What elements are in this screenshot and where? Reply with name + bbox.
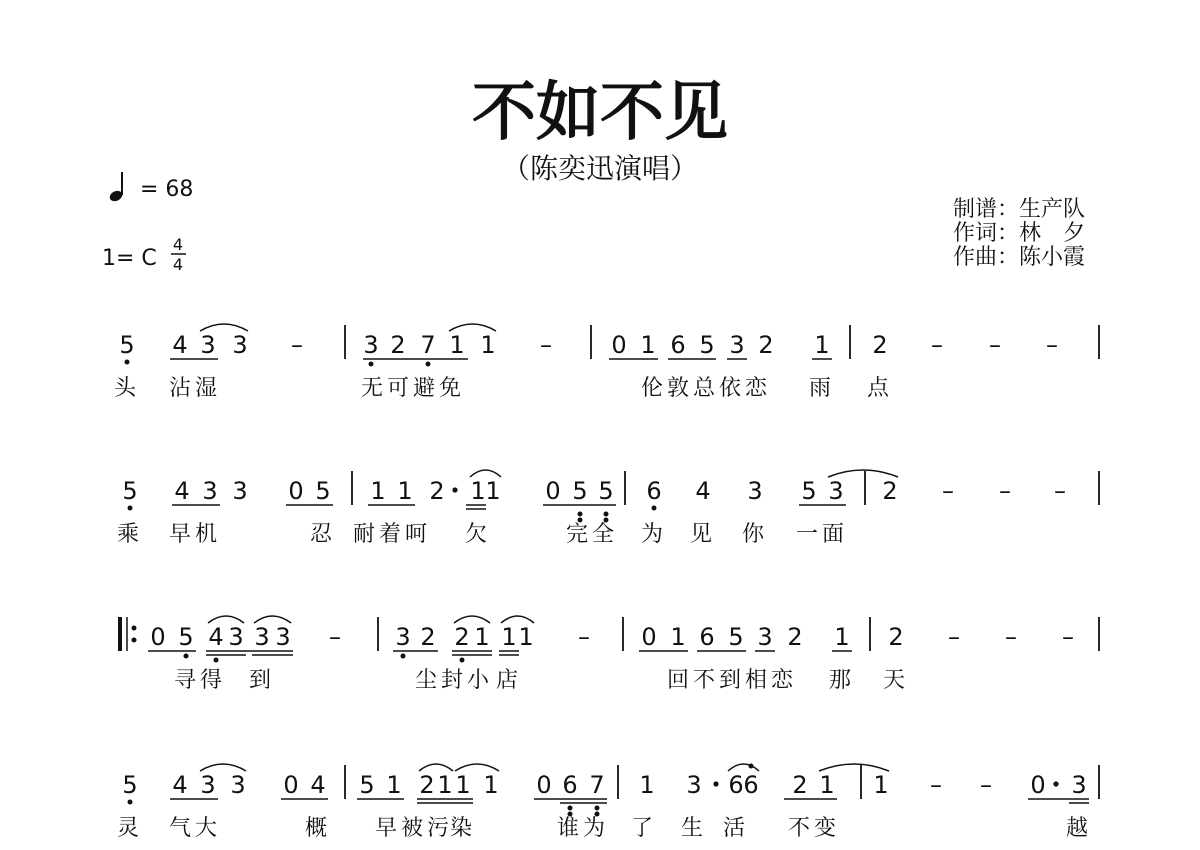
note: 5 bbox=[699, 331, 715, 359]
note: 5 bbox=[178, 623, 194, 651]
time-signature-bottom: 4 bbox=[172, 255, 184, 274]
lyric: 雨 bbox=[808, 376, 836, 401]
time-signature-top: 4 bbox=[172, 235, 184, 254]
note: 3 bbox=[202, 477, 218, 505]
note: 2 bbox=[429, 477, 445, 505]
note: 5 bbox=[119, 331, 135, 359]
tie-arc bbox=[200, 324, 248, 331]
note: 0 bbox=[283, 771, 299, 799]
note: 1 bbox=[474, 623, 490, 651]
note: 3 bbox=[200, 331, 216, 359]
note: 1 bbox=[640, 331, 656, 359]
lyric: 寻得 bbox=[173, 668, 227, 693]
lyric: 头 bbox=[113, 376, 141, 401]
lyric: 点 bbox=[866, 376, 894, 401]
extension-dash: – bbox=[930, 771, 942, 799]
augmentation-dot bbox=[1053, 781, 1058, 786]
low-octave-dot bbox=[604, 512, 609, 517]
note: 7 bbox=[420, 331, 436, 359]
tie-arc bbox=[449, 324, 496, 331]
note: 3 bbox=[828, 477, 844, 505]
lyric: 谁为 bbox=[556, 816, 610, 841]
note: 3 bbox=[757, 623, 773, 651]
extension-dash: – bbox=[989, 331, 1001, 359]
note: 6 bbox=[646, 477, 662, 505]
tie-arc bbox=[728, 764, 759, 771]
low-octave-dot bbox=[460, 658, 465, 663]
lyric: 不变 bbox=[787, 816, 841, 841]
note: 3 bbox=[232, 477, 248, 505]
note: 4 bbox=[172, 331, 188, 359]
note: 3 bbox=[1071, 771, 1087, 799]
extension-dash: – bbox=[1005, 623, 1017, 651]
note: 4 bbox=[695, 477, 711, 505]
note: 2 bbox=[787, 623, 803, 651]
song-subtitle: （陈奕迅演唱） bbox=[501, 152, 699, 185]
note: 4 bbox=[172, 771, 188, 799]
low-octave-dot bbox=[568, 806, 573, 811]
note: 5 bbox=[598, 477, 614, 505]
lyric: 生 bbox=[680, 816, 708, 841]
lyric: 为 bbox=[640, 522, 668, 547]
lyric: 忍 bbox=[309, 522, 337, 547]
lyric: 乘 bbox=[116, 522, 144, 547]
note: 6 bbox=[670, 331, 686, 359]
note: 3 bbox=[200, 771, 216, 799]
note: 1 bbox=[397, 477, 413, 505]
note: 1 bbox=[639, 771, 655, 799]
note: 2 bbox=[390, 331, 406, 359]
quarter-note-icon bbox=[108, 172, 124, 203]
lyric: 耐着呵 bbox=[352, 522, 432, 547]
song-title: 不如不见 bbox=[472, 76, 728, 150]
low-octave-dot bbox=[578, 512, 583, 517]
note: 1 bbox=[470, 477, 486, 505]
note: 2 bbox=[758, 331, 774, 359]
lyric: 尘封小 bbox=[414, 668, 494, 693]
low-octave-dot bbox=[184, 654, 189, 659]
augmentation-dot bbox=[713, 781, 718, 786]
lyric: 越 bbox=[1065, 816, 1093, 841]
note: 3 bbox=[363, 331, 379, 359]
note: 1 bbox=[455, 771, 471, 799]
low-octave-dot bbox=[652, 506, 657, 511]
note: 1 bbox=[518, 623, 534, 651]
lyric: 那 bbox=[828, 668, 856, 693]
note: 0 bbox=[611, 331, 627, 359]
note: 0 bbox=[545, 477, 561, 505]
lyric: 了 bbox=[630, 816, 658, 841]
note: 3 bbox=[232, 331, 248, 359]
note: 2 bbox=[792, 771, 808, 799]
note: 3 bbox=[254, 623, 270, 651]
low-octave-dot bbox=[369, 362, 374, 367]
note: 4 bbox=[208, 623, 224, 651]
note: 6 bbox=[743, 771, 759, 799]
tie-arc bbox=[454, 616, 490, 623]
note: 3 bbox=[275, 623, 291, 651]
extension-dash: – bbox=[1046, 331, 1058, 359]
score-body bbox=[114, 324, 1099, 841]
tie-arc bbox=[828, 470, 898, 477]
extension-dash: – bbox=[999, 477, 1011, 505]
note: 1 bbox=[370, 477, 386, 505]
lyric: 天 bbox=[882, 668, 910, 693]
credit-lyricist: 作词：林 夕 bbox=[953, 221, 1086, 246]
tie-arc bbox=[254, 616, 291, 623]
tie-arc bbox=[208, 616, 244, 623]
note: 4 bbox=[310, 771, 326, 799]
note: 3 bbox=[729, 331, 745, 359]
note: 1 bbox=[501, 623, 517, 651]
tie-arc bbox=[501, 616, 534, 623]
note: 3 bbox=[395, 623, 411, 651]
low-octave-dot bbox=[401, 654, 406, 659]
key-signature: 1= C bbox=[102, 246, 157, 271]
lyric: 沾湿 bbox=[168, 376, 222, 401]
extension-dash: – bbox=[931, 331, 943, 359]
note: 6 bbox=[699, 623, 715, 651]
note: 5 bbox=[728, 623, 744, 651]
lyric: 活 bbox=[722, 816, 750, 841]
lyric: 灵 bbox=[116, 816, 144, 841]
credit-arranger: 制谱：生产队 bbox=[953, 197, 1086, 222]
lyric: 店 bbox=[495, 668, 523, 693]
tie-arc bbox=[419, 764, 453, 771]
lyric: 早机 bbox=[168, 522, 222, 547]
low-octave-dot bbox=[595, 806, 600, 811]
note: 1 bbox=[437, 771, 453, 799]
credit-composer: 作曲：陈小霞 bbox=[953, 245, 1086, 270]
note: 6 bbox=[562, 771, 578, 799]
tie-arc bbox=[470, 470, 501, 477]
note: 5 bbox=[801, 477, 817, 505]
extension-dash: – bbox=[291, 331, 303, 359]
lyric: 染 bbox=[449, 816, 477, 841]
low-octave-dot bbox=[426, 362, 431, 367]
extension-dash: – bbox=[948, 623, 960, 651]
note: 2 bbox=[872, 331, 888, 359]
note: 0 bbox=[536, 771, 552, 799]
lyric: 气大 bbox=[168, 816, 222, 841]
note: 1 bbox=[814, 331, 830, 359]
lyric: 无可避免 bbox=[360, 376, 466, 401]
note: 1 bbox=[834, 623, 850, 651]
extension-dash: – bbox=[1062, 623, 1074, 651]
note: 5 bbox=[122, 477, 138, 505]
lyric: 见 bbox=[689, 522, 717, 547]
lyric: 伦敦总依恋 bbox=[640, 376, 772, 401]
low-octave-dot bbox=[128, 800, 133, 805]
lyric: 你 bbox=[741, 522, 769, 547]
lyric: 一面 bbox=[795, 522, 849, 547]
note: 3 bbox=[230, 771, 246, 799]
tie-arc bbox=[819, 764, 889, 771]
note: 0 bbox=[1030, 771, 1046, 799]
note: 0 bbox=[288, 477, 304, 505]
repeat-dot bbox=[132, 638, 137, 643]
lyric: 早被污 bbox=[374, 816, 454, 841]
note: 2 bbox=[419, 771, 435, 799]
note: 2 bbox=[420, 623, 436, 651]
note: 5 bbox=[122, 771, 138, 799]
extension-dash: – bbox=[1054, 477, 1066, 505]
note: 1 bbox=[819, 771, 835, 799]
note: 1 bbox=[386, 771, 402, 799]
note: 5 bbox=[572, 477, 588, 505]
note: 1 bbox=[873, 771, 889, 799]
tie-arc bbox=[455, 764, 499, 771]
tempo-value: = 68 bbox=[140, 177, 194, 202]
repeat-dot bbox=[132, 626, 137, 631]
note: 5 bbox=[315, 477, 331, 505]
note: 2 bbox=[454, 623, 470, 651]
note: 0 bbox=[150, 623, 166, 651]
note: 1 bbox=[485, 477, 501, 505]
note: 6 bbox=[728, 771, 744, 799]
extension-dash: – bbox=[578, 623, 590, 651]
low-octave-dot bbox=[128, 506, 133, 511]
note: 3 bbox=[686, 771, 702, 799]
extension-dash: – bbox=[329, 623, 341, 651]
note: 7 bbox=[589, 771, 605, 799]
note: 0 bbox=[641, 623, 657, 651]
extension-dash: – bbox=[942, 477, 954, 505]
lyric: 回不到相恋 bbox=[666, 668, 798, 693]
lyric: 完全 bbox=[565, 522, 619, 547]
note: 5 bbox=[359, 771, 375, 799]
lyric: 欠 bbox=[464, 522, 492, 547]
note: 1 bbox=[670, 623, 686, 651]
note: 4 bbox=[174, 477, 190, 505]
lyric: 概 bbox=[304, 816, 332, 841]
extension-dash: – bbox=[980, 771, 992, 799]
low-octave-dot bbox=[125, 360, 130, 365]
note: 2 bbox=[882, 477, 898, 505]
augmentation-dot bbox=[452, 487, 457, 492]
note: 3 bbox=[747, 477, 763, 505]
lyric: 到 bbox=[248, 668, 276, 693]
note: 1 bbox=[449, 331, 465, 359]
low-octave-dot bbox=[214, 658, 219, 663]
extension-dash: – bbox=[540, 331, 552, 359]
note: 3 bbox=[228, 623, 244, 651]
note: 1 bbox=[480, 331, 496, 359]
note: 1 bbox=[483, 771, 499, 799]
tie-arc bbox=[200, 764, 246, 771]
note: 2 bbox=[888, 623, 904, 651]
